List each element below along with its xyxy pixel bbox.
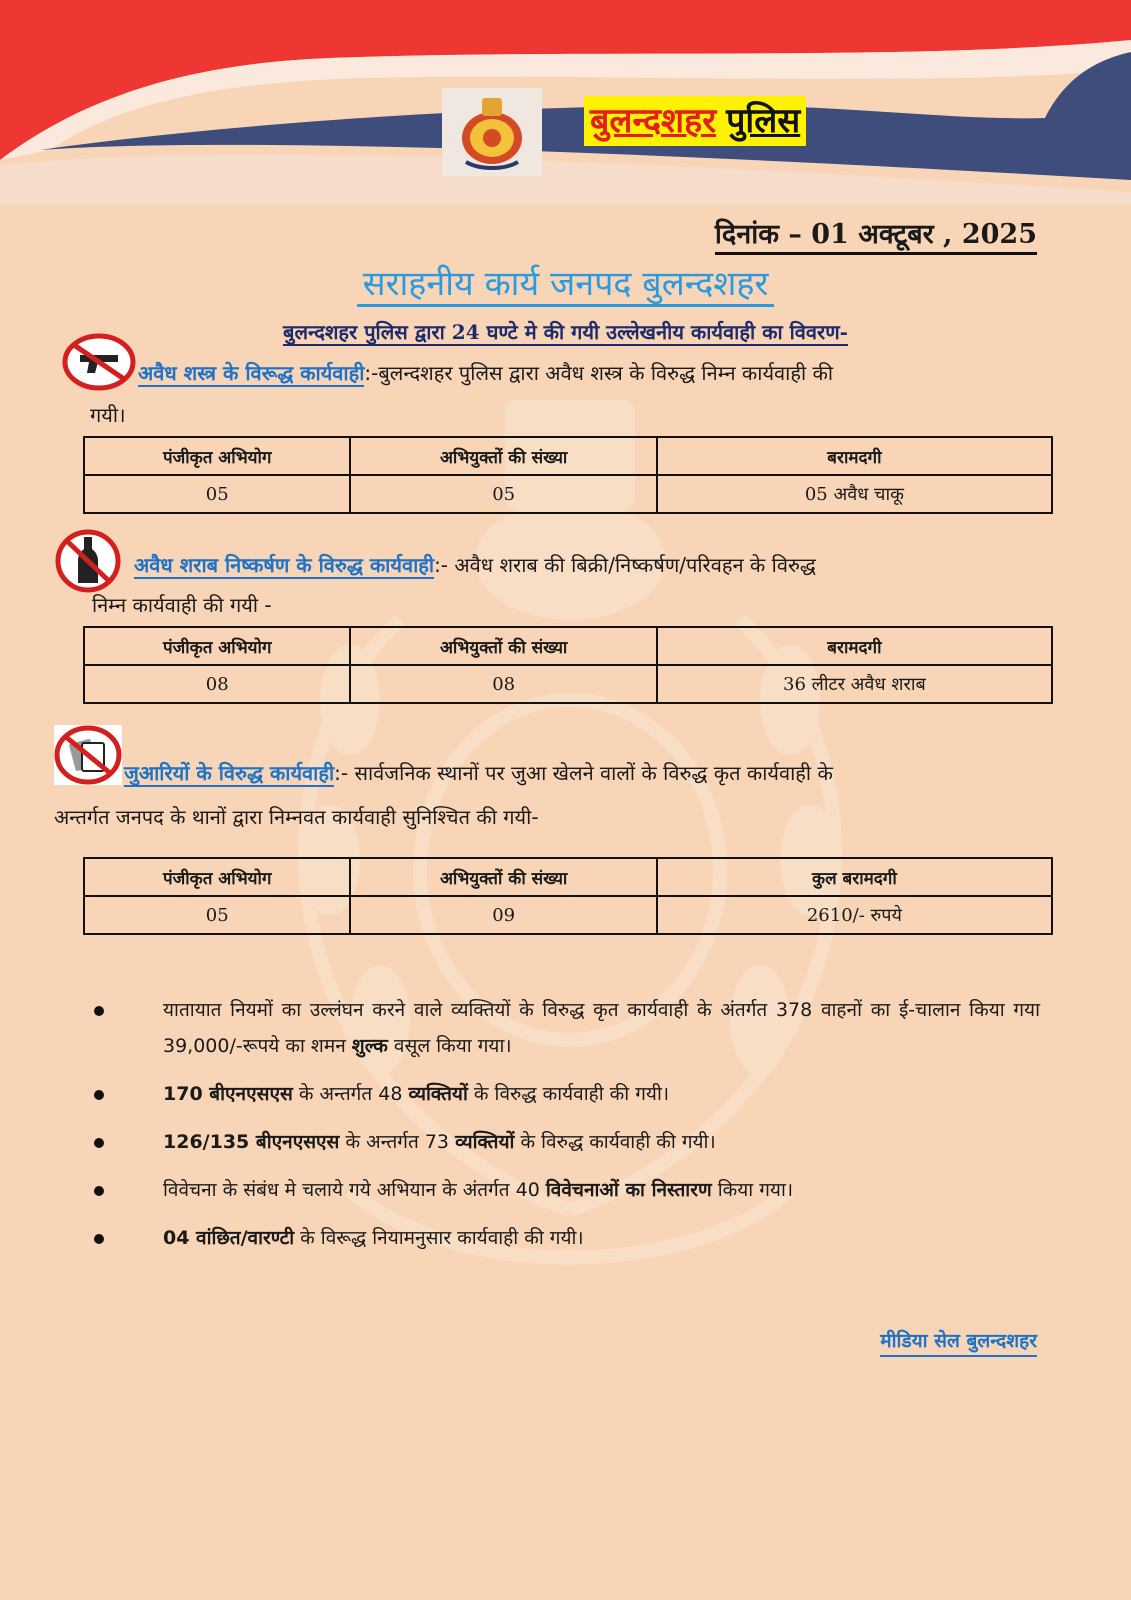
table-header-row — [84, 627, 1052, 665]
up-police-logo — [442, 88, 542, 176]
section-liquor-text: अवैध शराब की बिक्री/निष्कर्षण/परिवहन के विरुद्ध — [454, 553, 816, 577]
brand-word-police: पुलिस — [726, 101, 801, 141]
bullet-bold: विवेचनाओं का निस्तारण — [545, 1179, 712, 1201]
table-row — [84, 475, 1052, 513]
section-gambling-title: जुआरियों के विरुद्ध कार्यवाही — [124, 761, 335, 785]
bullet-bold: व्यक्तियों — [455, 1131, 515, 1153]
bullet-bold: 04 वांछित/वारण्टी — [163, 1227, 295, 1249]
bullet-bold: व्यक्तियों — [408, 1083, 468, 1105]
bullet-text: के विरुद्ध कार्यवाही की गयी। — [467, 1083, 670, 1105]
section-arms-heading — [138, 352, 1038, 394]
bullet-dot — [94, 1234, 104, 1244]
bullet-dot — [94, 1186, 104, 1196]
list-item — [90, 1172, 1040, 1208]
gambling-table — [83, 857, 1053, 935]
section-arms-text-line2: गयी। — [90, 403, 126, 427]
section-gambling-text: सार्वजनिक स्थानों पर जुआ खेलने वालों के विरुद्ध कृत कार्यवाही के — [354, 761, 833, 785]
section-gambling-heading — [124, 752, 1039, 794]
action-bullet-list — [90, 992, 1040, 1268]
bullet-text: के अन्तर्गत 48 — [292, 1083, 409, 1105]
bullet-text: के अन्तर्गत 73 — [339, 1131, 456, 1153]
arms-table — [83, 436, 1053, 514]
bullet-text: के विरुद्ध कार्यवाही की गयी। — [514, 1131, 716, 1153]
table-cell: 2610/- रुपये — [657, 896, 1052, 934]
table-header-row — [84, 437, 1052, 475]
bullet-dot — [94, 1138, 104, 1148]
section-arms-suffix: :- — [364, 361, 379, 385]
table-cell: 05 — [84, 475, 350, 513]
header-banner — [0, 0, 1131, 215]
table-header-cell: अभियुक्तों की संख्या — [350, 627, 656, 665]
table-header-cell: बरामदगी — [657, 437, 1052, 475]
table-cell: 08 — [84, 665, 350, 703]
bullet-bold: 170 बीएनएसएस — [163, 1083, 293, 1105]
media-cell-signature: मीडिया सेल बुलन्दशहर — [880, 1328, 1037, 1357]
section-liquor-heading — [134, 544, 1039, 586]
police-badge-icon — [452, 92, 532, 172]
table-header-cell: अभियुक्तों की संख्या — [350, 437, 656, 475]
page-subtitle-text: बुलन्दशहर पुलिस द्वारा 24 घण्टे मे की गयी उल्लेखनीय कार्यवाही का विवरण- — [283, 320, 848, 344]
bullet-text: किया गया। — [711, 1179, 794, 1201]
section-liquor-text-line2: निम्न कार्यवाही की गयी - — [92, 593, 272, 617]
section-arms-text: बुलन्दशहर पुलिस द्वारा अवैध शस्त्र के विरुद्ध निम्न कार्यवाही की — [378, 361, 834, 385]
no-gambling-icon — [54, 725, 122, 785]
section-gambling-suffix: :- — [334, 761, 349, 785]
bullet-text: के विरूद्ध नियामनुसार कार्यवाही की गयी। — [294, 1227, 584, 1249]
page-subtitle — [0, 318, 1131, 346]
section-arms-title: अवैध शस्त्र के विरूद्ध कार्यवाही — [138, 361, 365, 385]
report-date: दिनांक – 01 अक्टूबर , 2025 — [715, 218, 1037, 255]
bullet-dot — [94, 1006, 104, 1016]
table-row — [84, 665, 1052, 703]
liquor-table — [83, 626, 1053, 704]
table-cell: 36 लीटर अवैध शराब — [657, 665, 1052, 703]
table-row — [84, 896, 1052, 934]
brand-word-district: बुलन्दशहर — [590, 101, 717, 141]
bullet-bold: 126/135 बीएनएसएस — [163, 1131, 340, 1153]
table-cell: 05 अवैध चाकू — [657, 475, 1052, 513]
bullet-text: वसूल किया गया। — [387, 1035, 512, 1057]
banner-bottom-strip — [0, 205, 1131, 215]
table-cell: 05 — [84, 896, 350, 934]
table-header-cell: पंजीकृत अभियोग — [84, 627, 350, 665]
section-liquor-suffix: :- — [434, 553, 449, 577]
no-gun-icon — [62, 333, 136, 391]
list-item — [90, 992, 1040, 1064]
table-cell: 09 — [350, 896, 656, 934]
table-header-cell: कुल बरामदगी — [657, 858, 1052, 896]
list-item — [90, 1220, 1040, 1256]
table-header-cell: पंजीकृत अभियोग — [84, 437, 350, 475]
list-item — [90, 1124, 1040, 1160]
table-header-cell: अभियुक्तों की संख्या — [350, 858, 656, 896]
list-item — [90, 1076, 1040, 1112]
bullet-text: विवेचना के संबंध मे चलाये गये अभियान के अंतर्गत 40 — [163, 1179, 546, 1201]
brand-title — [584, 96, 806, 146]
bullet-bold: शुल्क — [351, 1035, 388, 1057]
page-title — [0, 262, 1131, 306]
section-gambling-text-line2: अन्तर्गत जनपद के थानों द्वारा निम्नवत कार्यवाही सुनिश्चित की गयी- — [54, 805, 539, 829]
table-header-cell: बरामदगी — [657, 627, 1052, 665]
bullet-dot — [94, 1090, 104, 1100]
section-liquor-title: अवैध शराब निष्कर्षण के विरुद्ध कार्यवाही — [134, 553, 435, 577]
bullet-text: यातायात नियमों का उल्लंघन करने वाले व्यक्तियों के विरुद्ध कृत कार्यवाही के अंतर्गत 378 वाहनों का ई-चालान किया गया 39,000/-रूपये का शमन — [163, 999, 1040, 1057]
table-header-row — [84, 858, 1052, 896]
table-cell: 05 — [350, 475, 656, 513]
page-title-text: सराहनीय कार्य जनपद बुलन्दशहर — [357, 264, 775, 307]
table-cell: 08 — [350, 665, 656, 703]
table-header-cell: पंजीकृत अभियोग — [84, 858, 350, 896]
